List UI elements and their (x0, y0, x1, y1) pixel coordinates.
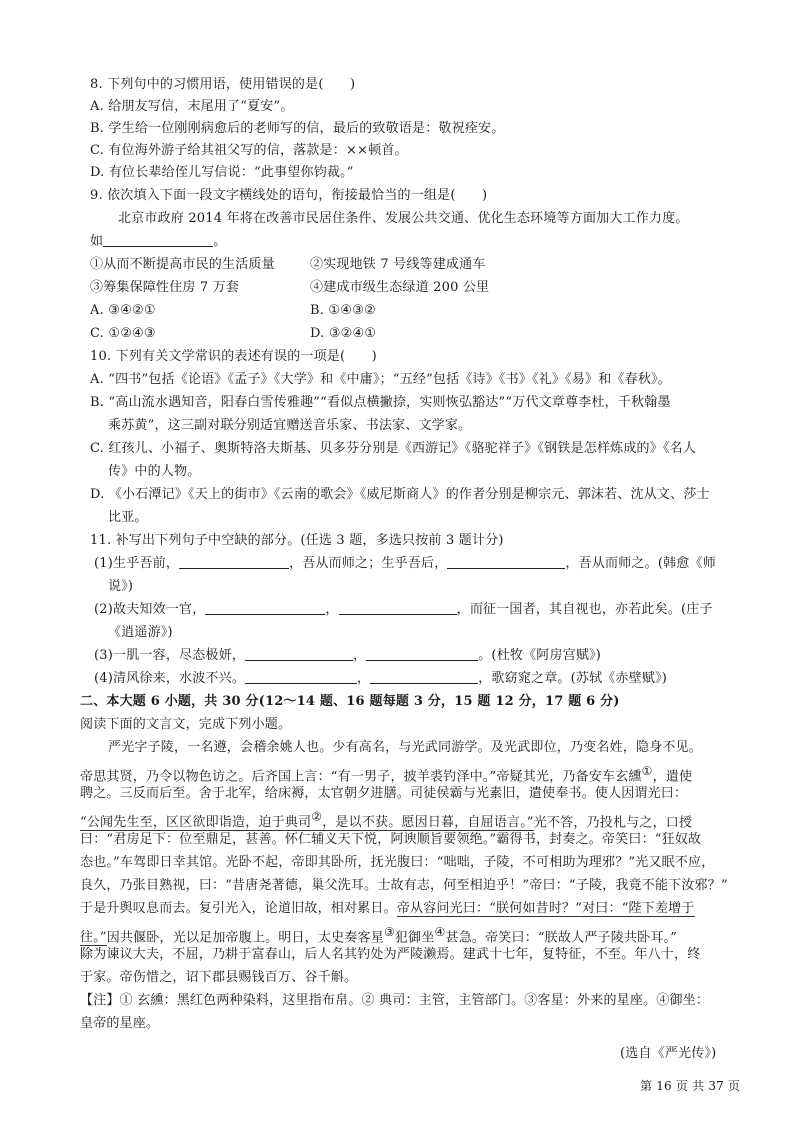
q8-stem: 8. 下列句中的习惯用语，使用错误的是( ) (90, 77, 356, 92)
passage-line-3: 聘之。三反而后至。舍于北军，给床褥，太官朝夕进膳。司徒侯霸与光素旧，遣使奉书。使人因谓光曰： (80, 786, 688, 801)
q11-4-blank-1[interactable] (245, 669, 357, 684)
passage-line-2-text: 帝思其贤，乃令以物色访之。后齐国上言：“有一男子，披羊裘钓泽中。”帝疑其光，乃备安车玄纁 (80, 769, 642, 785)
q10-option-d-line1: D. 《小石潭记》《天上的街市》《云南的歌会》《威尼斯商人》的作者分别是柳宗元、郭沫若、沈从文、莎士 (90, 487, 710, 502)
q11-2-source: 《逍遥游》) (108, 625, 173, 640)
passage-line-7: 良久，乃张目熟视，曰：“昔唐尧著德，巢父洗耳。士故有志，何至相迫乎！”帝曰：“子陵，我竟不能下汝邪？” (80, 878, 728, 893)
section-2-instruction: 阅读下面的文言文，完成下列小题。 (80, 717, 292, 732)
passage-line-6: 态也。”车驾即日幸其馆。光卧不起，帝即其卧所，抚光腹曰：“咄咄，子陵，不可相助为理邪？”光又眠不应， (80, 855, 715, 870)
q11-3-blank-2[interactable] (366, 646, 478, 661)
passage-line-4-mid: ，是以不获。愿因日暮，自屈语言。” (322, 815, 534, 831)
q9-passage-suffix: 。 (213, 234, 227, 249)
passage-underlined-sentence-2b: 往。” (80, 930, 107, 946)
q11-2-blank-1[interactable] (205, 600, 325, 615)
passage-line-5: 曰：“君房足下：位至鼎足，甚善。怀仁辅义天下悦，阿谀顺旨要领绝。”霸得书，封奏之。帝笑曰：“狂奴故 (80, 832, 702, 847)
passage-line-4-text: “公闻先生至，区区欲即诣造，迫于典司 (80, 815, 312, 831)
passage-underlined-sentence (80, 810, 534, 831)
q11-item-1 (94, 554, 716, 574)
note-ref-1: ① (641, 764, 653, 778)
passage-line-9-text: 因共偃卧，光以足加帝腹上。明日，太史奏客星 (106, 930, 384, 946)
q11-1-blank-1[interactable] (179, 554, 289, 569)
q10-option-c-line2: 传》中的人物。 (108, 464, 201, 479)
q11-2-text-c: ，而征一国者，其自视也，亦若此矣。(庄子 (456, 602, 713, 617)
q11-1-text-a: (1)生乎吾前， (94, 556, 180, 571)
section-2-heading: 二、本大题 6 小题，共 30 分(12～14 题、16 题每题 3 分，15 题 12 分，17 题 6 分) (80, 694, 620, 709)
q11-2-text-b: ， (325, 602, 339, 617)
notes-line-1: 【注】① 玄纁：黑红色两种染料，这里指布帛。② 典司：主管，主管部门。③客星：外来的星座。④御坐： (80, 993, 710, 1008)
q11-3-text-c: 。(杜牧《阿房宫赋》) (478, 648, 602, 663)
q11-item-3 (94, 646, 601, 666)
passage-source: (选自《严光传》) (620, 1046, 717, 1061)
passage-line-8 (80, 899, 695, 919)
q9-sentence-2: ②实现地铁 7 号线等建成通车 (310, 257, 486, 272)
passage-line-9-mid: 犯御坐 (394, 930, 435, 946)
passage-line-2-tail: ，遣使 (652, 769, 693, 785)
note-ref-4: ④ (434, 925, 446, 939)
q9-passage-prefix: 如 (90, 234, 104, 249)
note-ref-3: ③ (383, 925, 395, 939)
q9-sentence-1: ①从而不断提高市民的生活质量 (90, 257, 275, 272)
q11-4-text-a: (4)清风徐来，水波不兴。 (94, 671, 246, 686)
q11-4-blank-2[interactable] (370, 669, 478, 684)
q10-option-b-line1: B. “高山流水遇知音，阳春白雪传雅趣”“看似点横撇捺，实则恢弘豁达”“万代文章尊李杜，千秋翰墨 (90, 395, 671, 410)
q10-option-d-line2: 比亚。 (108, 510, 148, 525)
q11-1-blank-2[interactable] (447, 554, 565, 569)
q11-item-4 (94, 669, 667, 689)
passage-underlined-sentence-2a: 帝从容问光曰：“朕何如昔时？”对曰：“陛下差增于 (396, 901, 695, 916)
q8-option-c: C. 有位海外游子给其祖父写的信，落款是：××顿首。 (90, 143, 408, 158)
q9-passage: 北京市政府 2014 年将在改善市民居住条件、发展公共交通、优化生态环境等方面加大工作力度。 (118, 211, 689, 226)
q8-option-a: A. 给朋友写信，末尾用了“夏安”。 (90, 99, 294, 114)
q11-4-text-c: ，歌窈窕之章。(苏轼《赤壁赋》) (478, 671, 668, 686)
q11-2-blank-2[interactable] (339, 600, 457, 615)
q11-2-text-a: (2)故夫知效一官， (94, 602, 206, 617)
q9-passage-cont (90, 232, 226, 252)
q11-stem: 11. 补写出下列句子中空缺的部分。(任选 3 题，多选只按前 3 题计分) (90, 533, 504, 548)
passage-line-8-text: 于是升舆叹息而去。复引光入，论道旧故，相对累日。 (80, 901, 397, 916)
q8-option-d: D. 有位长辈给侄儿写信说：“此事望你钧裁。” (90, 165, 354, 180)
q9-option-c: C. ①②④③ (90, 326, 156, 341)
notes-line-2: 皇帝的星座。 (80, 1016, 160, 1031)
note-ref-2: ② (311, 810, 323, 824)
q9-answer-blank[interactable] (103, 232, 213, 247)
q11-4-text-b: ， (357, 671, 371, 686)
q10-option-b-line2: 乘苏黄”，这三副对联分别适宜赠送音乐家、书法家、文学家。 (108, 418, 472, 433)
q8-option-b: B. 学生给一位刚刚病愈后的老师写的信，最后的致敬语是：敬祝痊安。 (90, 121, 505, 136)
q10-option-a: A. “四书”包括《论语》《孟子》《大学》和《中庸》；“五经”包括《诗》《书》《礼》《易》和《春秋》。 (90, 372, 671, 387)
passage-line-10: 除为谏议大夫，不屈，乃耕于富春山，后人名其钓处为严陵濑焉。建武十七年，复特征，不至。年八十，终 (80, 947, 701, 962)
q11-3-text-a: (3)一肌一容，尽态极妍， (94, 648, 246, 663)
q9-option-d: D. ③②④① (310, 326, 377, 341)
q11-3-text-b: ， (353, 648, 367, 663)
page-number: 第 16 页 共 37 页 (640, 1079, 741, 1093)
q10-stem: 10. 下列有关文学常识的表述有误的一项是( ) (90, 349, 377, 364)
q9-sentence-4: ④建成市级生态绿道 200 公里 (310, 280, 490, 295)
q10-option-c-line1: C. 红孩儿、小福子、奥斯特洛夫斯基、贝多芬分别是《西游记》《骆驼祥子》《钢铁是怎样炼成的》《名人 (90, 441, 697, 456)
q11-1-text-b: ，吾从而师之；生乎吾后， (289, 556, 448, 571)
passage-line-9-tail: 甚急。帝笑曰：“朕故人严子陵共卧耳。” (445, 930, 678, 946)
q11-1-source: 说》) (108, 579, 134, 594)
q9-stem: 9. 依次填入下面一段文字横线处的语句，衔接最恰当的一组是( ) (90, 188, 488, 203)
passage-line-4-tail: 光不答，乃投札与之，口授 (533, 815, 693, 831)
passage-line-11: 于家。帝伤惜之，诏下郡县赐钱百万、谷千斛。 (80, 970, 358, 985)
passage-line-1: 严光字子陵，一名遵，会稽余姚人也。少有高名，与光武同游学。及光武即位，乃变名姓，隐身不见。 (108, 740, 703, 755)
q9-option-b: B. ①④③② (310, 303, 376, 318)
q11-3-blank-1[interactable] (245, 646, 353, 661)
q9-sentence-3: ③筹集保障性住房 7 万套 (90, 280, 240, 295)
q9-option-a: A. ③④②① (90, 303, 156, 318)
q11-item-2 (94, 600, 713, 620)
q11-1-text-c: ，吾从而师之。(韩愈《师 (565, 556, 716, 571)
